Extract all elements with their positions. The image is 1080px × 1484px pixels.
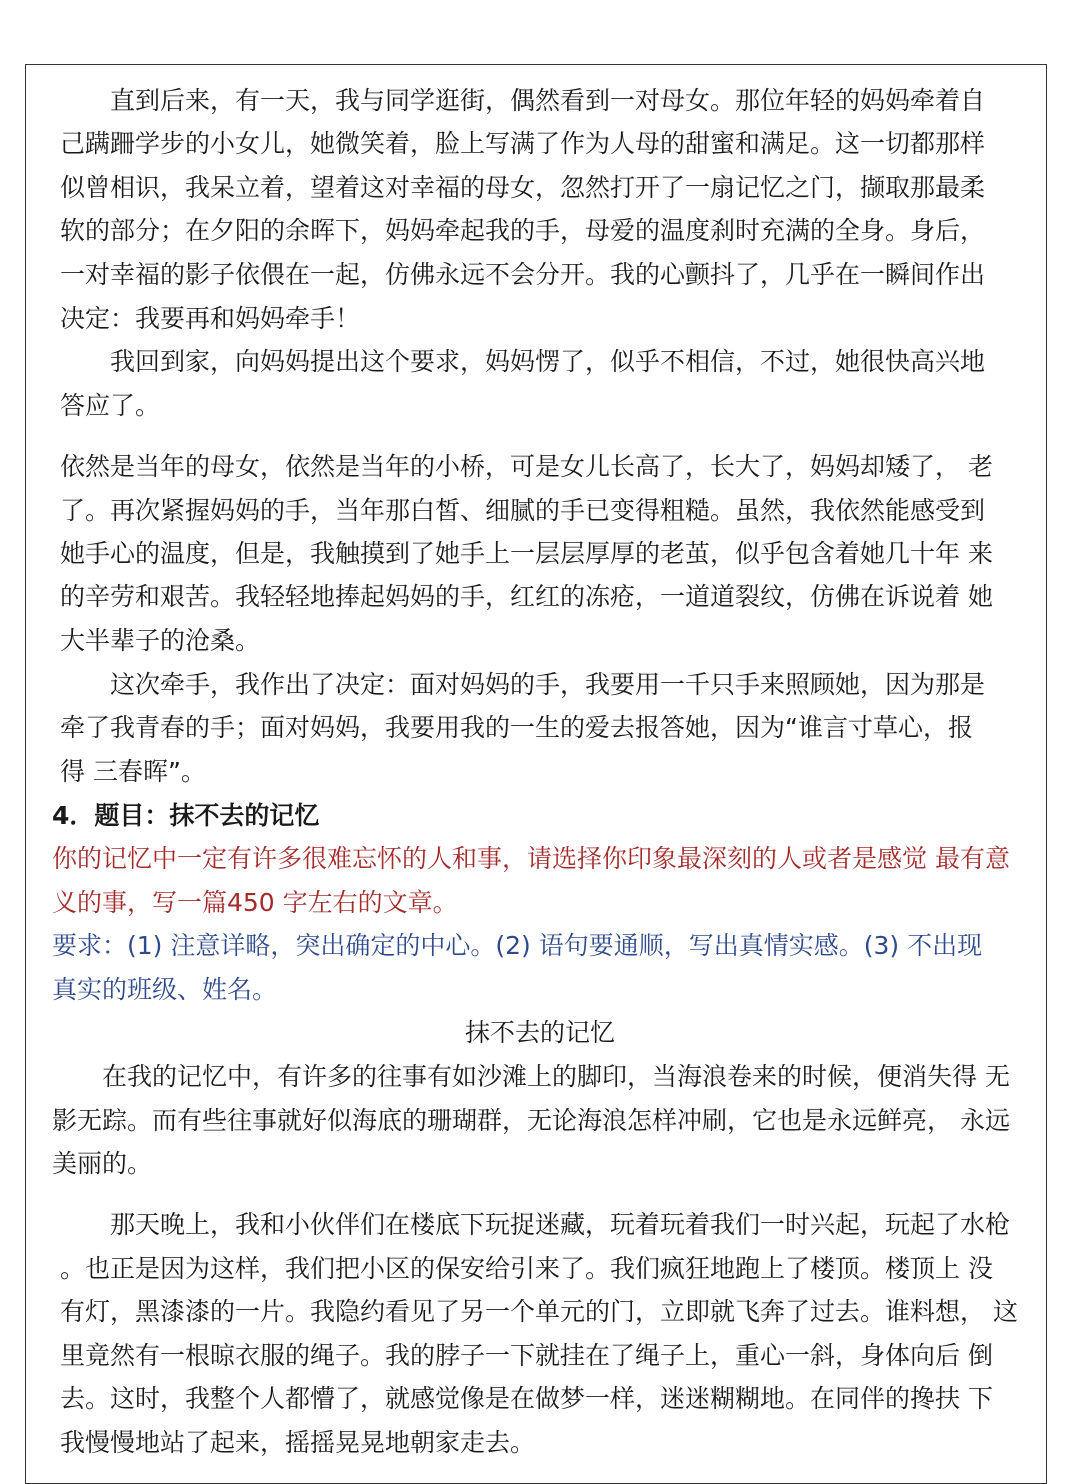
text-line: 决定：我要再和妈妈牵手！	[60, 304, 361, 333]
text-line: 依然是当年的母女，依然是当年的小桥，可是女儿长高了，长大了，妈妈却矮了， 老	[60, 452, 993, 481]
text-line: 得 三春晖”。	[60, 757, 206, 786]
text-line: 里竟然有一根晾衣服的绳子。我的脖子一下就挂在了绳子上，重心一斜，身体向后 倒	[60, 1341, 993, 1370]
text-line: 牵了我青春的手；面对妈妈，我要用我的一生的爱去报答她，因为“谁言寸草心，报	[60, 713, 973, 742]
text-line: 我慢慢地站了起来，摇摇晃晃地朝家走去。	[60, 1428, 536, 1457]
text-line: 影无踪。而有些往事就好似海底的珊瑚群，无论海浪怎样冲刷，它也是永远鲜亮， 永远	[52, 1106, 1010, 1135]
text-line: 美丽的。	[52, 1149, 153, 1178]
text-line: 了。再次紧握妈妈的手，当年那白皙、细腻的手已变得粗糙。虽然，我依然能感受到	[60, 496, 986, 525]
text-line: 这次牵手，我作出了决定：面对妈妈的手，我要用一千只手来照顾她，因为那是	[110, 670, 986, 699]
text-line: 她手心的温度，但是，我触摸到了她手上一层层厚厚的老茧，似乎包含着她几十年 来	[60, 539, 993, 568]
text-line: 一对幸福的影子依偎在一起，仿佛永远不会分开。我的心颤抖了，几乎在一瞬间作出	[60, 260, 986, 289]
topic-heading: 4．题目：抹不去的记忆	[52, 801, 320, 830]
text-line: 在我的记忆中，有许多的往事有如沙滩上的脚印，当海浪卷来的时候，便消失得 无	[102, 1062, 1010, 1091]
text-line: 去。这时，我整个人都懵了，就感觉像是在做梦一样，迷迷糊糊地。在同伴的搀扶 下	[60, 1384, 993, 1413]
essay-title: 抹不去的记忆	[464, 1018, 615, 1047]
text-line: 软的部分；在夕阳的余晖下，妈妈牵起我的手，母爱的温度刹时充满的全身。身后，	[60, 216, 986, 245]
text-line: 大半辈子的沧桑。	[60, 626, 261, 655]
topic-prompt-line: 义的事，写一篇450 字左右的文章。	[52, 888, 458, 917]
text-line: 我回到家，向妈妈提出这个要求，妈妈愣了，似乎不相信，不过，她很快高兴地	[110, 347, 986, 376]
text-line: 答应了。	[60, 391, 161, 420]
requirements-line: 真实的班级、姓名。	[52, 975, 278, 1004]
text-line: 有灯，黑漆漆的一片。我隐约看见了另一个单元的门，立即就飞奔了过去。谁料想， 这	[60, 1297, 1018, 1326]
text-line: 己蹒跚学步的小女儿，她微笑着，脸上写满了作为人母的甜蜜和满足。这一切都那样	[60, 129, 986, 158]
text-line: 的辛劳和艰苦。我轻轻地捧起妈妈的手，红红的冻疮，一道道裂纹，仿佛在诉说着 她	[60, 582, 993, 611]
text-line: 。也正是因为这样，我们把小区的保安给引来了。我们疯狂地跑上了楼顶。楼顶上 没	[60, 1254, 993, 1283]
requirements-line: 要求：(1) 注意详略，突出确定的中心。(2) 语句要通顺，写出真情实感。(3) 不出现	[52, 931, 983, 960]
topic-prompt-line: 你的记忆中一定有许多很难忘怀的人和事，请选择你印象最深刻的人或者是感觉 最有意	[52, 844, 1010, 873]
text-line: 似曾相识，我呆立着，望着这对幸福的母女，忽然打开了一扇记忆之门，撷取那最柔	[60, 173, 986, 202]
text-line: 直到后来，有一天，我与同学逛街，偶然看到一对母女。那位年轻的妈妈牵着自	[110, 86, 986, 115]
text-line: 那天晚上，我和小伙伴们在楼底下玩捉迷藏，玩着玩着我们一时兴起，玩起了水枪	[110, 1210, 1011, 1239]
